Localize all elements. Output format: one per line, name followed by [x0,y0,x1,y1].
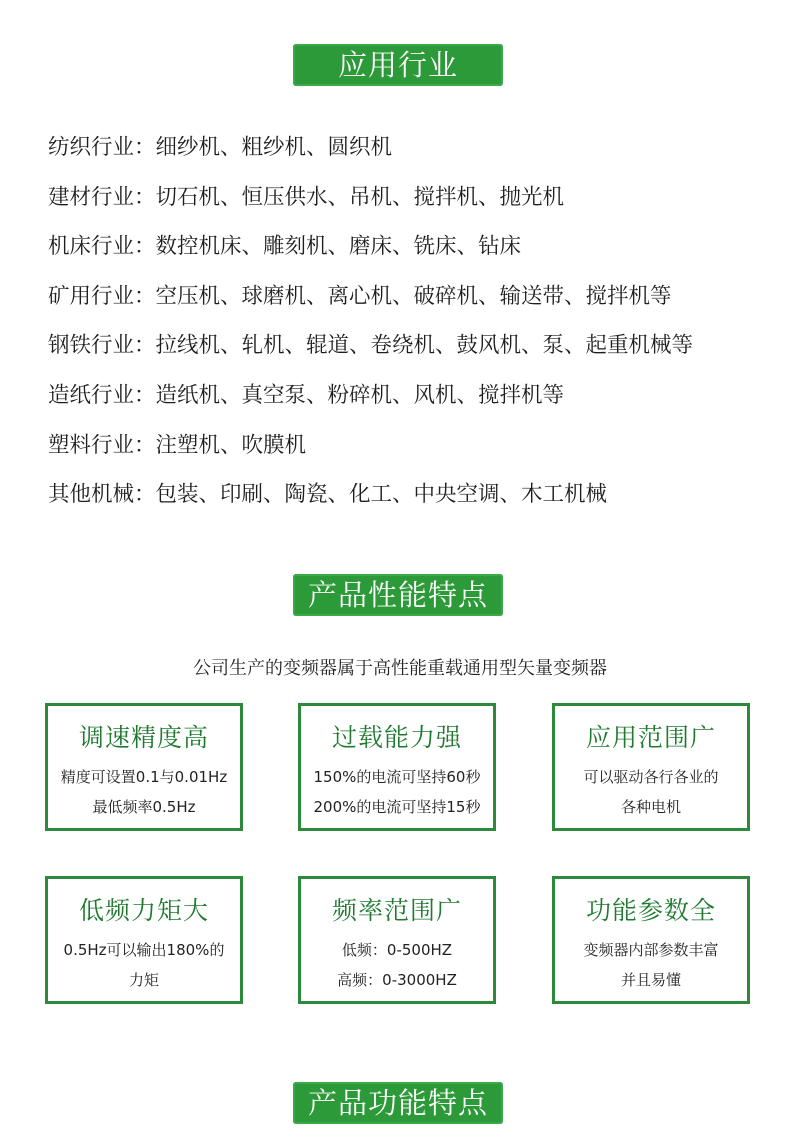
feature-card-application-range [552,703,750,831]
feature-card-line: 低频：0-500HZ [341,941,453,959]
feature-card-line: 可以驱动各行各业的 [583,768,719,786]
industry-items: 数控机床、雕刻机、磨床、铣床、钻床 [155,234,522,260]
applications-banner: 应用行业 [293,44,503,86]
feature-card-title: 频率范围广 [331,896,462,925]
feature-card-speed-precision [45,703,243,831]
features-banner: 产品性能特点 [293,574,503,616]
feature-card-title: 功能参数全 [585,896,716,925]
industry-items: 切石机、恒压供水、吊机、搅拌机、抛光机 [155,184,565,210]
industry-name: 其他机械： [48,482,156,508]
industry-name: 塑料行业： [48,432,156,458]
feature-card-overload [298,703,496,831]
feature-card-title: 过载能力强 [331,723,462,752]
feature-card-frequency-range [298,876,496,1004]
industry-items: 拉线机、轧机、辊道、卷绕机、鼓风机、泵、起重机械等 [155,333,694,359]
industry-name: 钢铁行业： [48,333,156,359]
feature-card-line: 0.5Hz可以输出180%的 [63,941,225,959]
feature-card-line: 150%的电流可坚持60秒 [313,768,481,786]
industry-row [48,426,788,476]
industry-items: 细纱机、粗纱机、圆织机 [155,135,393,160]
feature-card-line: 200%的电流可坚持15秒 [313,798,481,816]
industry-row [48,376,788,426]
industry-items: 造纸机、真空泵、粉碎机、风机、搅拌机等 [155,382,565,408]
feature-card-line: 精度可设置0.1与0.01Hz [60,768,228,786]
features-intro: 公司生产的变频器属于高性能重载通用型矢量变频器 [193,658,607,679]
feature-card-title: 低频力矩大 [78,896,209,925]
industry-name: 纺织行业： [48,135,156,160]
feature-card-line: 并且易懂 [620,971,681,989]
industry-row [48,128,788,178]
industry-list [48,128,788,525]
industry-items: 空压机、球磨机、离心机、破碎机、输送带、搅拌机等 [155,283,672,309]
industry-name: 造纸行业： [48,382,156,408]
feature-card-parameters [552,876,750,1004]
industry-row [48,178,788,228]
industry-name: 机床行业： [48,234,156,260]
functions-banner: 产品功能特点 [293,1082,503,1124]
feature-card-line: 高频：0-3000HZ [337,971,457,989]
feature-card-line: 变频器内部参数丰富 [583,941,719,959]
feature-card-line: 力矩 [128,971,159,989]
feature-card-title: 调速精度高 [78,723,209,752]
industry-row [48,475,788,525]
industry-row [48,227,788,277]
feature-card-low-freq-torque [45,876,243,1004]
industry-items: 注塑机、吹膜机 [155,432,307,458]
feature-card-title: 应用范围广 [585,723,716,752]
industry-name: 建材行业： [48,184,156,210]
industry-row [48,326,788,376]
industry-name: 矿用行业： [48,283,156,309]
industry-row [48,277,788,327]
feature-card-line: 最低频率0.5Hz [92,798,196,816]
feature-card-line: 各种电机 [620,798,681,816]
industry-items: 包装、印刷、陶瓷、化工、中央空调、木工机械 [155,482,608,508]
